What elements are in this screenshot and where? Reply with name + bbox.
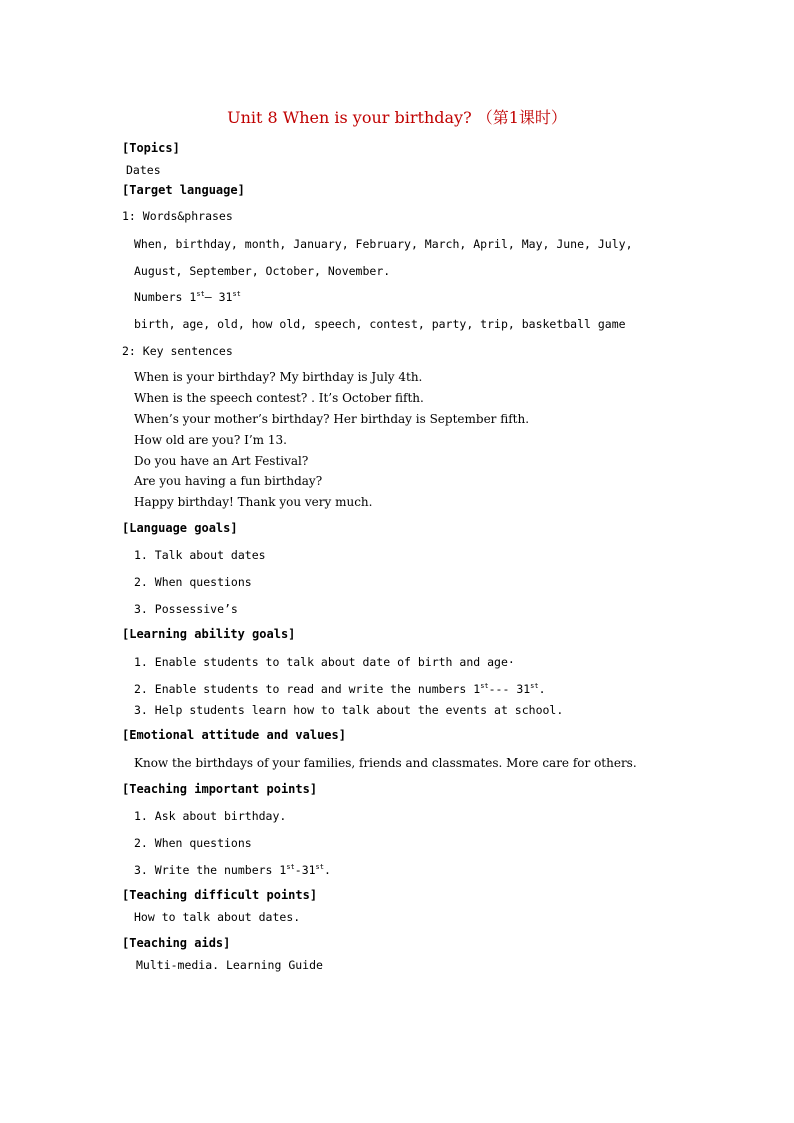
sentence-4: How old are you? I’m 13.	[134, 433, 287, 447]
important-point-3: 3. Write the numbers 1st-31st.	[134, 863, 331, 877]
important-points-heading: [Teaching important points]	[122, 782, 318, 796]
sentence-2: When is the speech contest? . It’s October fifth.	[134, 391, 424, 405]
emotional-heading: [Emotional attitude and values]	[122, 728, 346, 742]
ability-goal-2: 2. Enable students to read and write the numbers 1st--- 31st.	[134, 682, 546, 696]
important-point-1: 1. Ask about birthday.	[134, 809, 287, 823]
words-line-4: birth, age, old, how old, speech, contest, party, trip, basketball game	[134, 317, 626, 331]
words-phrases-label: 1: Words&phrases	[122, 209, 233, 223]
topics-text: Dates	[126, 163, 161, 177]
sentence-5: Do you have an Art Festival?	[134, 454, 309, 468]
words-line-2: August, September, October, November.	[134, 264, 391, 278]
teaching-aids-heading: [Teaching aids]	[122, 936, 231, 950]
emotional-text: Know the birthdays of your families, friends and classmates. More care for others.	[134, 756, 637, 770]
language-goal-1: 1. Talk about dates	[134, 548, 266, 562]
sentence-6: Are you having a fun birthday?	[134, 474, 323, 488]
sentence-3: When’s your mother’s birthday? Her birthday is September fifth.	[134, 412, 530, 426]
topics-heading: [Topics]	[122, 141, 180, 155]
ability-goal-3: 3. Help students learn how to talk about the events at school.	[134, 703, 564, 717]
numbers-line: Numbers 1st— 31st	[134, 290, 241, 304]
difficult-points-heading: [Teaching difficult points]	[122, 888, 318, 902]
key-sentences-label: 2: Key sentences	[122, 344, 233, 358]
important-point-2: 2. When questions	[134, 836, 252, 850]
language-goal-3: 3. Possessive’s	[134, 602, 238, 616]
teaching-aids-text: Multi-media. Learning Guide	[136, 958, 323, 972]
language-goals-heading: [Language goals]	[122, 521, 238, 535]
page-title: Unit 8 When is your birthday? （第1课时）	[227, 108, 567, 127]
words-line-1: When, birthday, month, January, February, March, April, May, June, July,	[134, 237, 633, 251]
difficult-points-text: How to talk about dates.	[134, 910, 301, 924]
sentence-7: Happy birthday! Thank you very much.	[134, 495, 373, 509]
learning-ability-heading: [Learning ability goals]	[122, 627, 296, 641]
language-goal-2: 2. When questions	[134, 575, 252, 589]
target-language-heading: [Target language]	[122, 183, 245, 197]
sentence-1: When is your birthday? My birthday is July 4th.	[134, 370, 423, 384]
ability-goal-1: 1. Enable students to talk about date of birth and age·	[134, 655, 515, 669]
